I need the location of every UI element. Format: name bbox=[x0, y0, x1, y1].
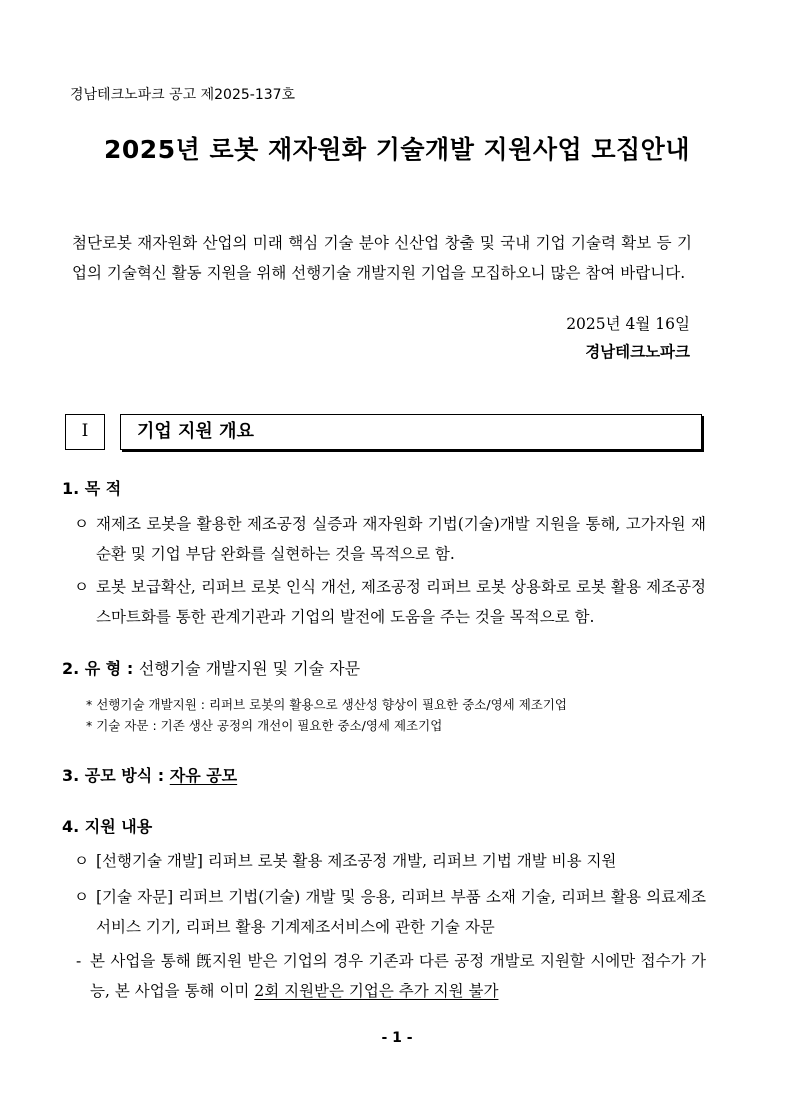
method-heading-label: 3. 공모 방식 : bbox=[62, 766, 165, 785]
document-title: 2025년 로봇 재자원화 기술개발 지원사업 모집안내 bbox=[104, 135, 690, 164]
support-note-emphasis: 2회 지원받은 기업은 추가 지원 불가 bbox=[254, 982, 499, 1000]
purpose-item-text: 재제조 로봇을 활용한 제조공정 실증과 재자원화 기법(기술)개발 지원을 통해, 고가자원 재순환 및 기업 부담 완화를 실현하는 것을 목적으로 함. bbox=[96, 515, 706, 563]
purpose-item-1 bbox=[74, 509, 706, 569]
section-number-box bbox=[65, 414, 105, 450]
section-number: I bbox=[81, 421, 89, 441]
method-heading bbox=[62, 763, 237, 786]
support-item-1 bbox=[74, 846, 706, 876]
purpose-item-2 bbox=[74, 572, 706, 632]
type-heading bbox=[62, 656, 360, 679]
notice-number: 경남테크노파크 공고 제2025-137호 bbox=[70, 87, 296, 103]
support-note bbox=[76, 946, 706, 1006]
dash-mark: - bbox=[76, 952, 82, 970]
bullet-mark: ㅇ bbox=[74, 888, 89, 906]
support-item-text: [기술 자문] 리퍼브 기법(기술) 개발 및 응용, 리퍼브 부품 소재 기술, 리퍼브 활용 의료제조서비스 기기, 리퍼브 활용 기계제조서비스에 관한 기술 자문 bbox=[96, 888, 706, 936]
support-heading: 4. 지원 내용 bbox=[62, 817, 153, 836]
support-item-text: [선행기술 개발] 리퍼브 로봇 활용 제조공정 개발, 리퍼브 기법 개발 비용 지원 bbox=[96, 852, 617, 870]
section-title: 기업 지원 개요 bbox=[137, 421, 254, 442]
support-note-text bbox=[90, 946, 706, 1006]
purpose-item-text: 로봇 보급확산, 리퍼브 로봇 인식 개선, 제조공정 리퍼브 로봇 상용화로 로봇 활용 제조공정 스마트화를 통한 관계기관과 기업의 발전에 도움을 주는 것을 목적으로 함. bbox=[96, 578, 706, 626]
page-number: - 1 - bbox=[381, 1030, 413, 1046]
bullet-mark: ㅇ bbox=[74, 852, 89, 870]
issuing-organization: 경남테크노파크 bbox=[585, 343, 690, 361]
support-note-body: 본 사업을 통해 旣지원 받은 기업의 경우 기존과 다른 공정 개발로 지원할 시에만 접수가 가능, 본 사업을 통해 이미 bbox=[90, 952, 706, 1000]
type-note-2: * 기술 자문 : 기존 생산 공정의 개선이 필요한 중소/영세 제조기업 bbox=[86, 718, 443, 733]
type-value: 선행기술 개발지원 및 기술 자문 bbox=[138, 659, 361, 678]
bullet-mark: ㅇ bbox=[74, 578, 89, 596]
method-value: 자유 공모 bbox=[169, 766, 238, 785]
section-title-box bbox=[120, 414, 702, 450]
intro-paragraph: 첨단로봇 재자원화 산업의 미래 핵심 기술 분야 신산업 창출 및 국내 기업 기술력 확보 등 기업의 기술혁신 활동 지원을 위해 선행기술 개발지원 기업을 모집하오니 많은 참여 바랍니다. bbox=[72, 234, 692, 282]
purpose-heading: 1. 목 적 bbox=[62, 479, 122, 498]
type-heading-label: 2. 유 형 : bbox=[62, 659, 134, 678]
notice-date: 2025년 4월 16일 bbox=[566, 315, 690, 333]
type-note-1: * 선행기술 개발지원 : 리퍼브 로봇의 활용으로 생산성 향상이 필요한 중소/영세 제조기업 bbox=[86, 697, 568, 712]
bullet-mark: ㅇ bbox=[74, 515, 89, 533]
support-item-2 bbox=[74, 882, 706, 942]
